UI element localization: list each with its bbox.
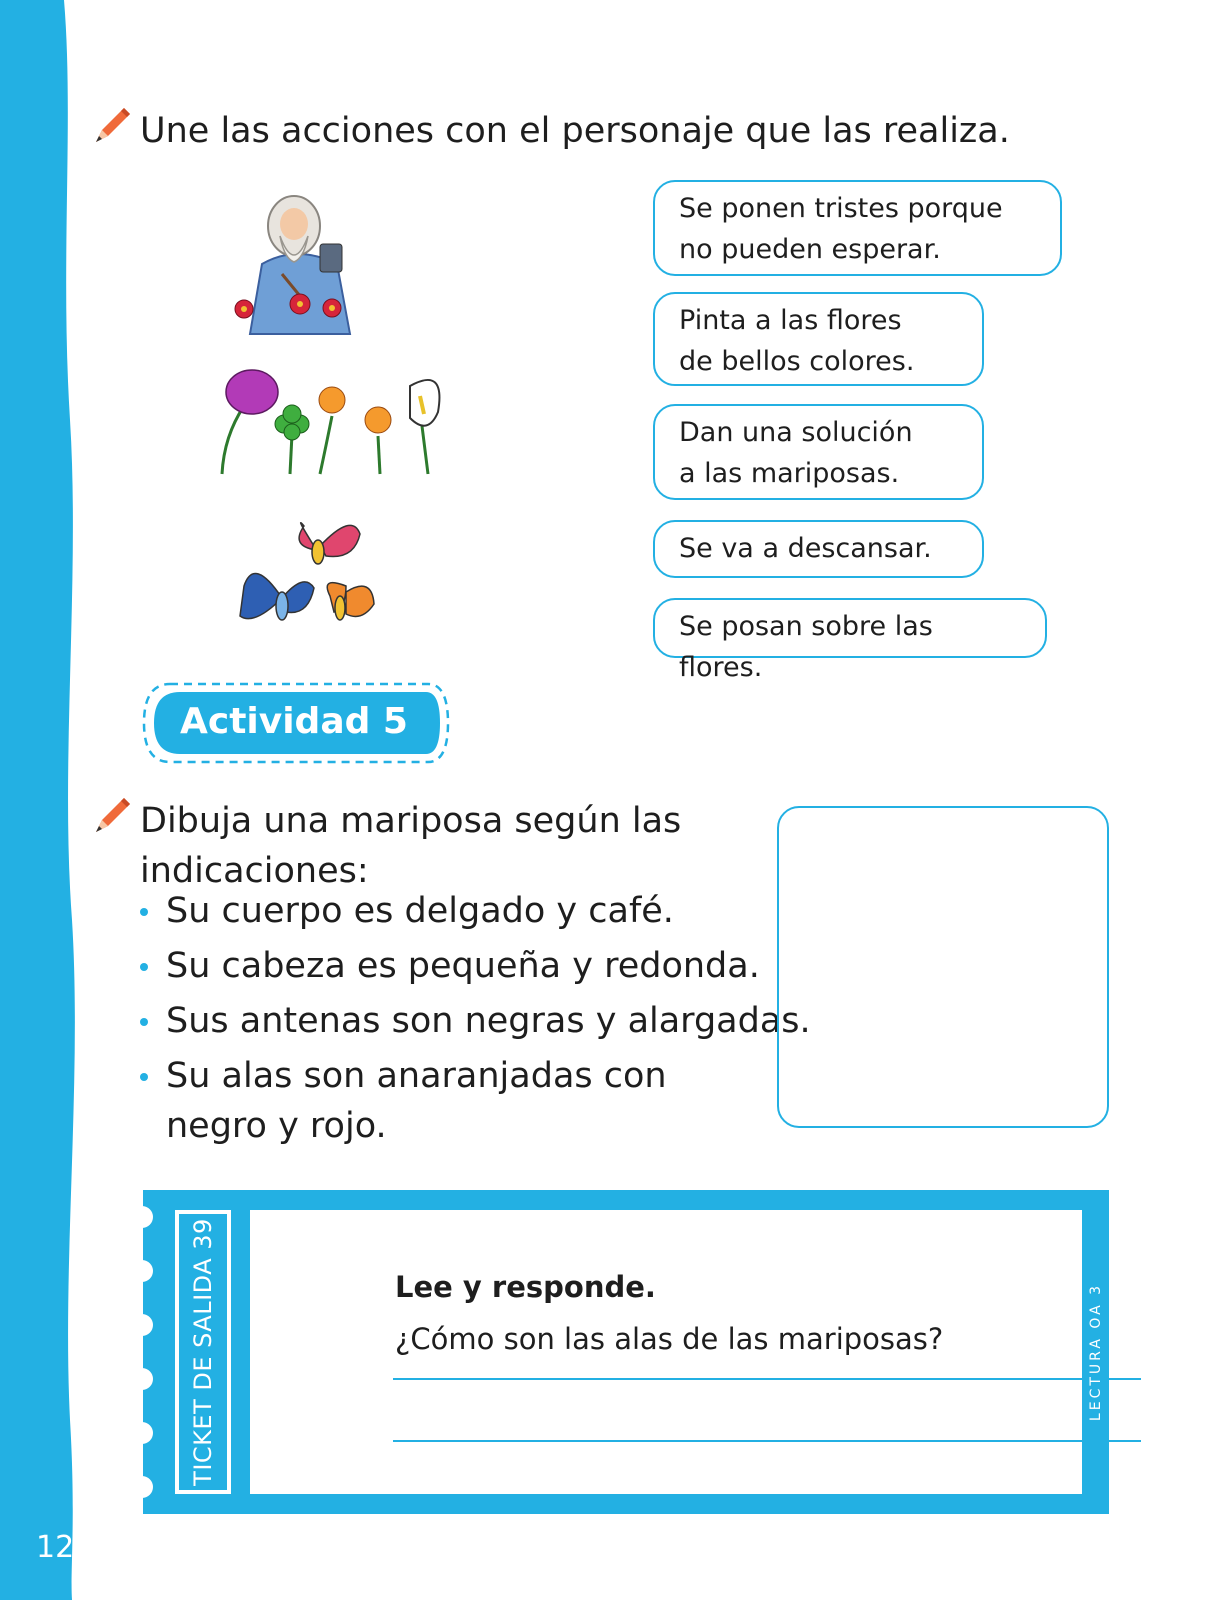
option-box-5[interactable] [653, 598, 1047, 683]
exercise1-instruction: Une las acciones con el personaje que las realiza. [140, 111, 1010, 151]
answer-line-1[interactable] [393, 1378, 1141, 1380]
option-3-line-1: Dan una solución [679, 417, 913, 448]
option-1-line-2: no pueden esperar. [679, 234, 941, 265]
option-4-line-1: Se va a descansar. [679, 533, 932, 564]
ticket-question: ¿Cómo son las alas de las mariposas? [395, 1322, 944, 1356]
bullet-dot [140, 1018, 148, 1026]
bullet-text: Su cuerpo es delgado y café. [166, 891, 674, 931]
bullet-dot [140, 1073, 148, 1081]
ticket-notch [131, 1368, 153, 1390]
pencil-icon [92, 794, 134, 836]
option-2-line-1: Pinta a las flores [679, 305, 902, 336]
option-1-line-1: Se ponen tristes porque [679, 193, 1003, 224]
exit-ticket [143, 1190, 1109, 1514]
old-man-painter-illustration [222, 184, 372, 344]
bullet-dot [140, 908, 148, 916]
activity-label: Actividad 5 [180, 701, 408, 742]
option-2-line-2: de bellos colores. [679, 346, 915, 377]
butterflies-illustration [234, 516, 384, 650]
bullet-item [140, 886, 811, 936]
pencil-icon [92, 104, 134, 146]
ticket-notch [131, 1314, 153, 1336]
page-number: 12 [36, 1530, 75, 1565]
option-3-line-2: a las mariposas. [679, 458, 900, 489]
ticket-notch [131, 1476, 153, 1498]
bullet-item [140, 1051, 811, 1151]
instruction-bullets [140, 886, 811, 1156]
option-box-4[interactable] [653, 520, 984, 578]
bullet-text: Su alas son anaranjadas con [166, 1056, 667, 1096]
option-box-1[interactable] [653, 180, 1062, 276]
exercise2-instruction-line2: indicaciones: [140, 851, 369, 891]
ticket-right-label: LECTURA OA 3 [1088, 1282, 1104, 1422]
option-box-2[interactable] [653, 292, 984, 386]
ticket-side-label: TICKET DE SALIDA 39 [189, 1218, 217, 1486]
bullet-text: Su cabeza es pequeña y redonda. [166, 946, 760, 986]
bullet-dot [140, 963, 148, 971]
option-box-3[interactable] [653, 404, 984, 500]
ticket-content [250, 1210, 1082, 1494]
ticket-notch [131, 1422, 153, 1444]
bullet-item [140, 996, 811, 1046]
answer-line-2[interactable] [393, 1440, 1141, 1442]
drawing-area[interactable] [777, 806, 1109, 1128]
option-5-line-1: Se posan sobre las flores. [679, 611, 933, 683]
ticket-notch [131, 1206, 153, 1228]
ticket-title: Lee y responde. [395, 1270, 656, 1304]
bullet-item [140, 941, 811, 991]
side-band [0, 0, 90, 1600]
ticket-notch [131, 1260, 153, 1282]
bullet-continuation: negro y rojo. [166, 1106, 387, 1146]
exercise2-instruction-line1: Dibuja una mariposa según las [140, 801, 682, 841]
flowers-illustration [214, 366, 454, 478]
bullet-text: Sus antenas son negras y alargadas. [166, 1001, 811, 1041]
